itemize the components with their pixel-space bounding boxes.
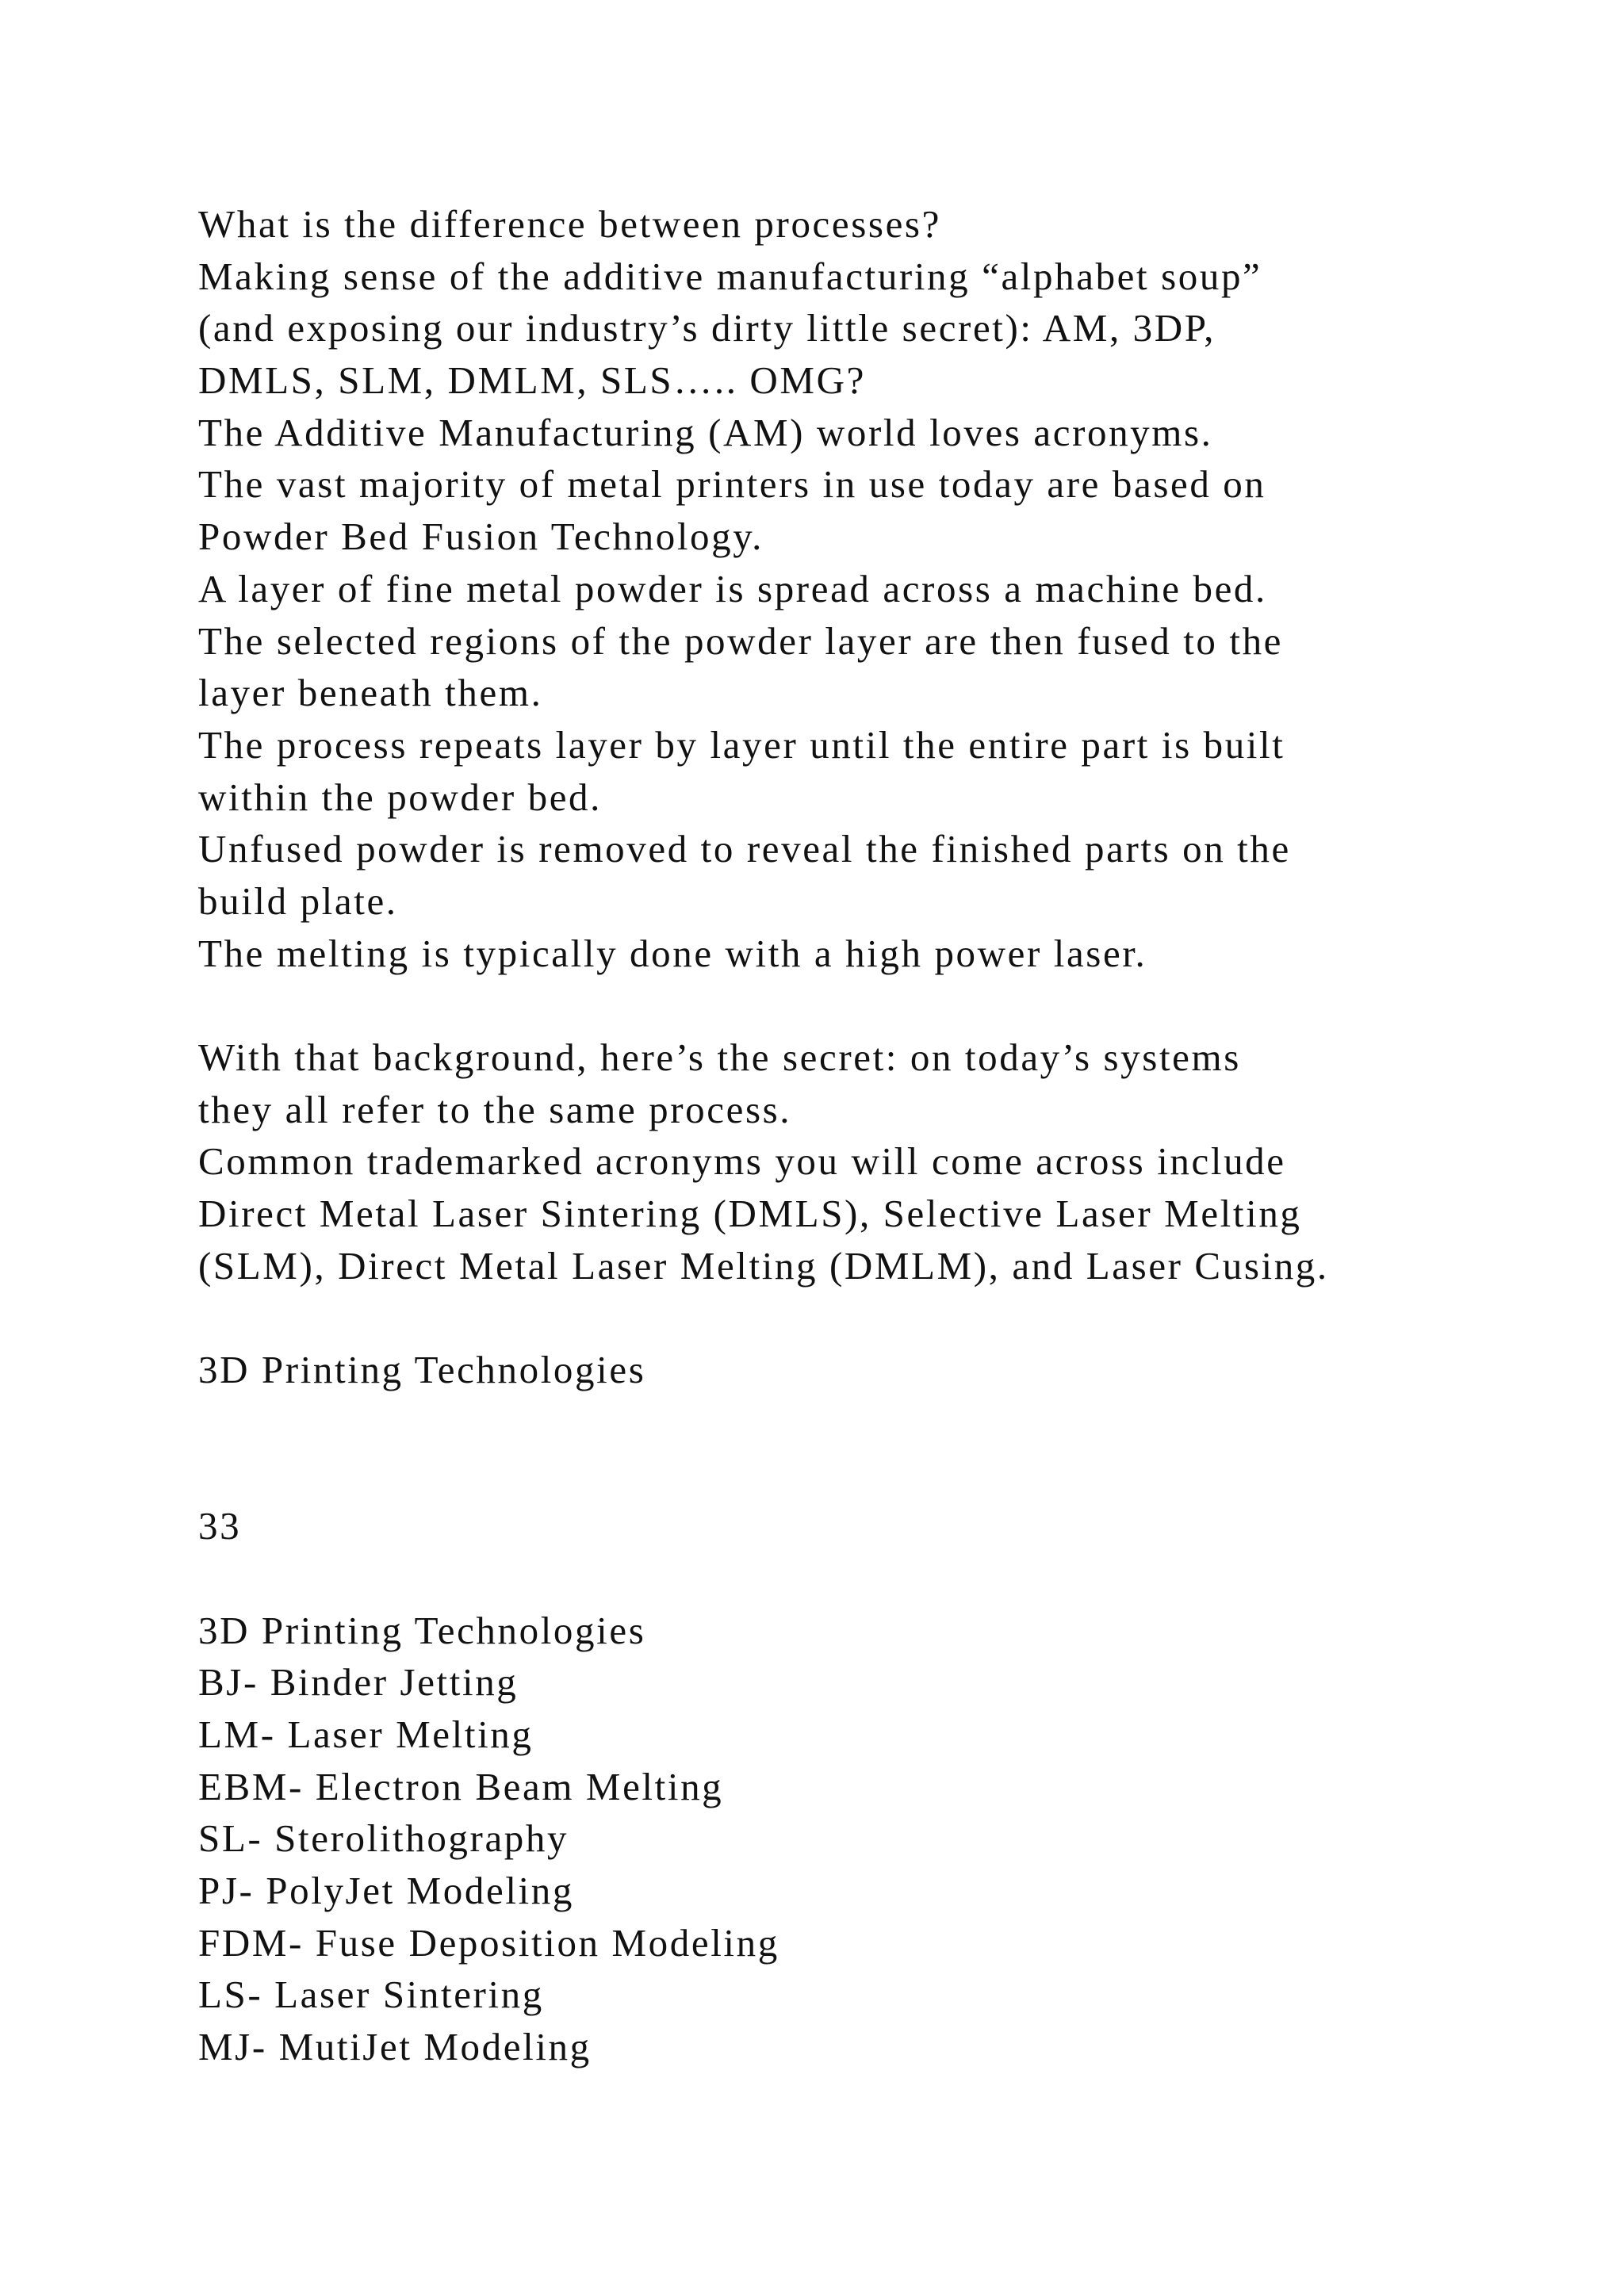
text-line: build plate. [198, 878, 398, 923]
text-line: Unfused powder is removed to reveal the finished parts on the [198, 827, 1291, 871]
text-line: With that background, here’s the secret: on today’s systems [198, 1035, 1241, 1079]
list-item: MJ- MutiJet Modeling [198, 2025, 592, 2069]
list-item: PJ- PolyJet Modeling [198, 1869, 574, 1912]
list-item: LM- Laser Melting [198, 1712, 534, 1756]
list-item: EBM- Electron Beam Melting [198, 1764, 724, 1808]
text-line: The selected regions of the powder layer are then fused to the [198, 618, 1284, 663]
section-title: 3D Printing Technologies [198, 1348, 646, 1392]
list-item: BJ- Binder Jetting [198, 1660, 519, 1705]
text-line: The melting is typically done with a high power laser. [198, 931, 1147, 975]
text-line: The process repeats layer by layer until the entire part is built [198, 722, 1285, 767]
text-line: layer beneath them. [198, 671, 543, 715]
list-item: LS- Laser Sintering [198, 1973, 544, 2017]
text-line: within the powder bed. [198, 775, 602, 819]
text-line: DMLS, SLM, DMLM, SLS….. OMG? [198, 358, 866, 403]
list-item: SL- Sterolithography [198, 1816, 569, 1861]
text-line: Making sense of the additive manufacturing “alphabet soup” [198, 254, 1262, 298]
text-line: (SLM), Direct Metal Laser Melting (DMLM), and Laser Cusing. [198, 1243, 1329, 1288]
blank-line [198, 1396, 1546, 1448]
page-number: 33 [198, 1504, 242, 1548]
text-line: Direct Metal Laser Sintering (DMLS), Selective Laser Melting [198, 1192, 1302, 1236]
text-line: (and exposing our industry’s dirty little secret): AM, 3DP, [198, 306, 1216, 350]
text-line: Powder Bed Fusion Technology. [198, 515, 764, 559]
blank-line [198, 1448, 1546, 1501]
text-line: Common trademarked acronyms you will come across include [198, 1139, 1286, 1184]
heading-question: What is the difference between processes? [198, 202, 941, 246]
text-line: they all refer to the same process. [198, 1087, 792, 1131]
document-body [198, 198, 1546, 2073]
section-title: 3D Printing Technologies [198, 1608, 646, 1652]
text-line: The Additive Manufacturing (AM) world loves acronyms. [198, 410, 1213, 454]
text-line: The vast majority of metal printers in use today are based on [198, 462, 1266, 507]
list-item: FDM- Fuse Deposition Modeling [198, 1920, 779, 1965]
blank-line [198, 1292, 1546, 1344]
blank-line [198, 1552, 1546, 1605]
blank-line [198, 979, 1546, 1031]
text-line: A layer of fine metal powder is spread across a machine bed. [198, 566, 1267, 610]
